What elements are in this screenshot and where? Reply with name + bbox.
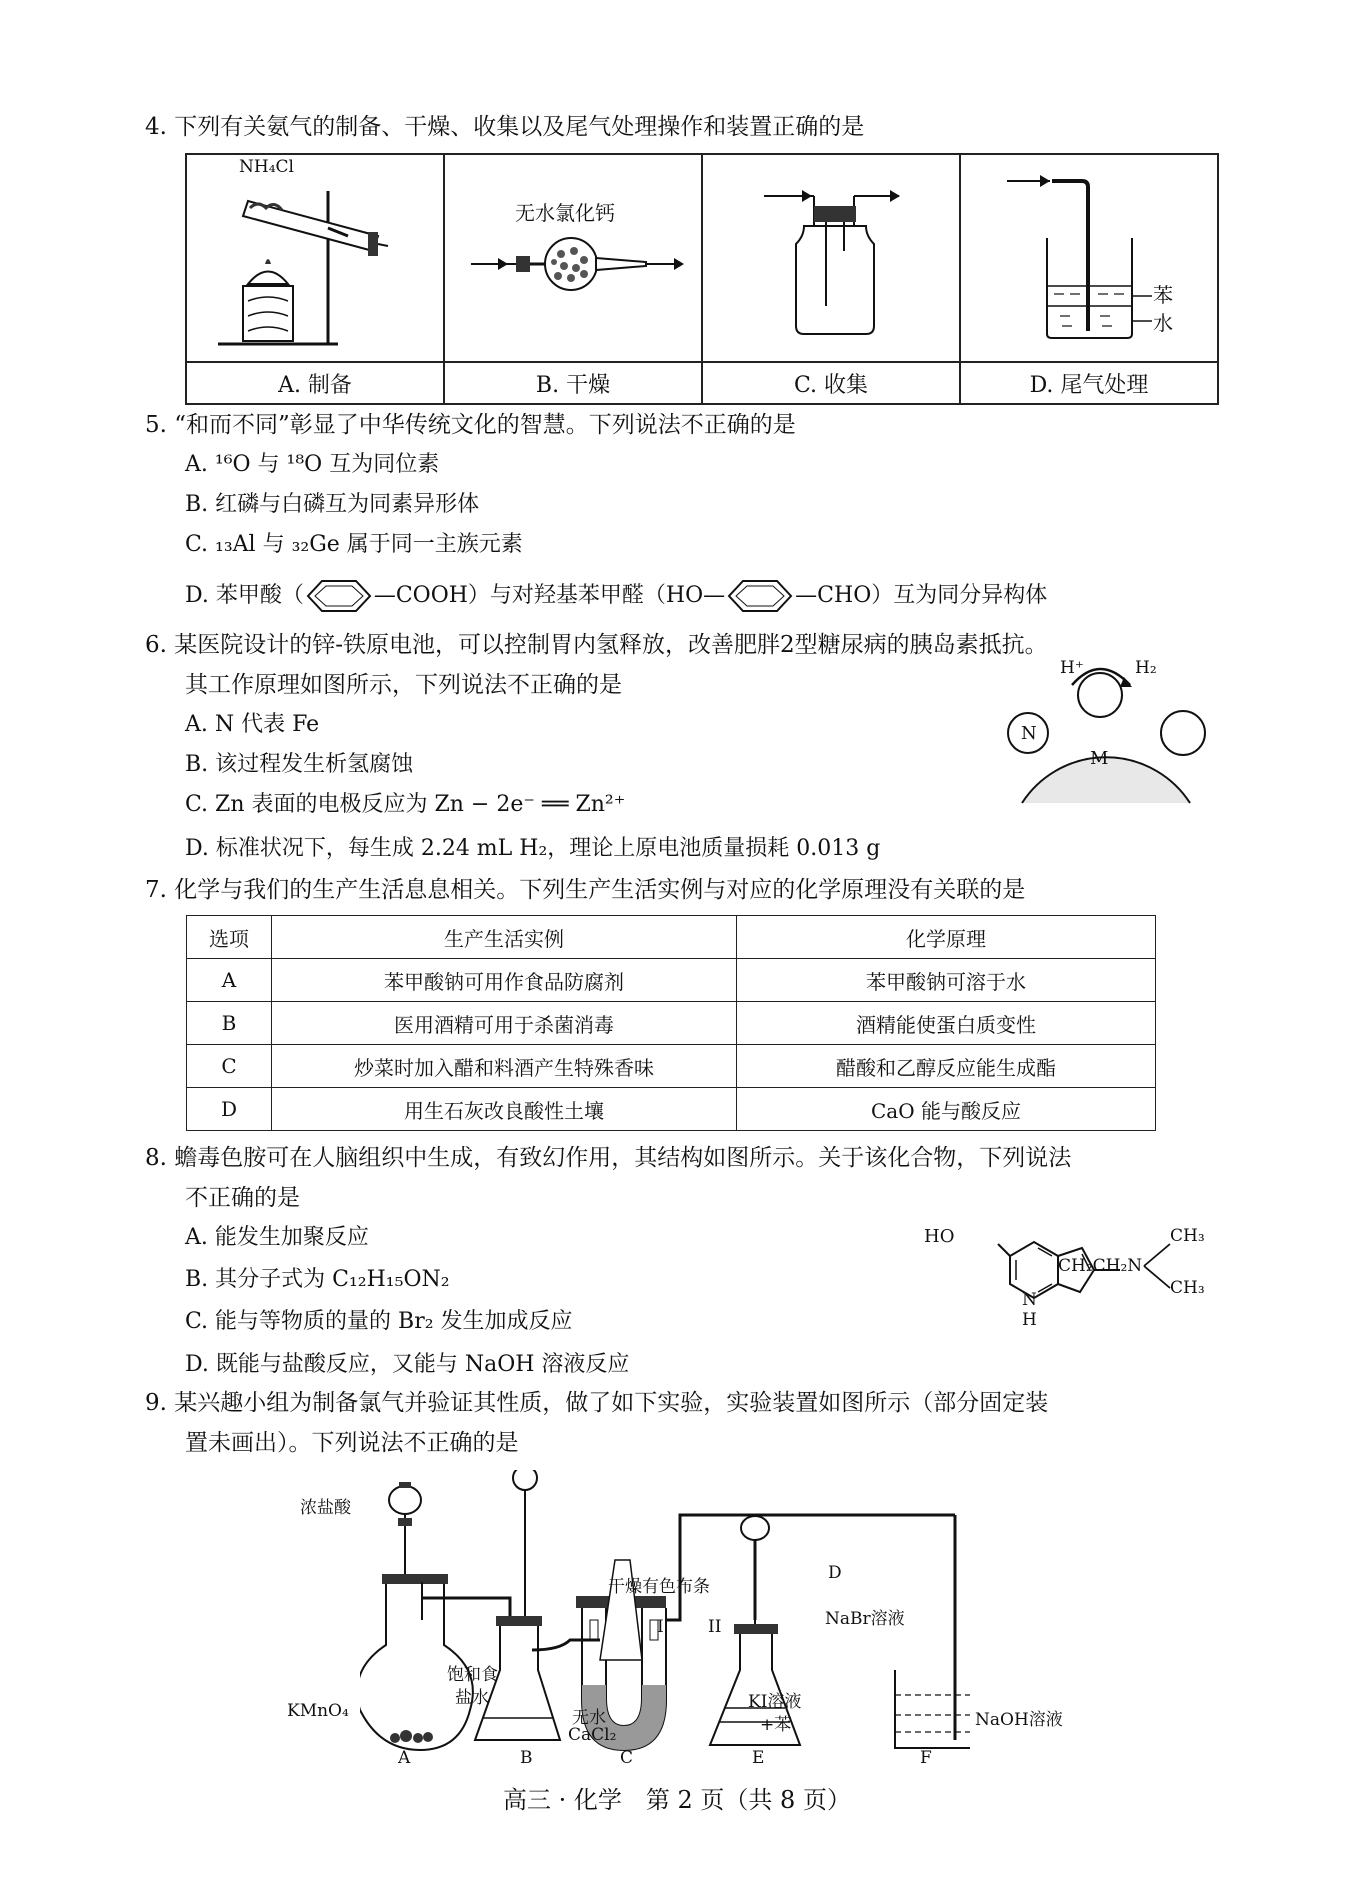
d-label: D <box>828 1563 842 1583</box>
q7-stem: 7. 化学与我们的生产生活息息相关。下列生产生活实例与对应的化学原理没有关联的是 <box>145 877 1026 903</box>
row-d-example: 用生石灰改良酸性土壤 <box>272 1088 737 1131</box>
cacl2-label-2: CaCl₂ <box>568 1725 617 1745</box>
q5-option-b: B. 红磷与白磷互为同素异形体 <box>185 492 480 517</box>
header-option: 选项 <box>187 916 272 959</box>
indole-h-label: H <box>1022 1310 1037 1330</box>
hplus-label: H⁺ <box>1060 658 1084 678</box>
q8-stem-line2: 不正确的是 <box>185 1185 300 1211</box>
brine-label-2: 盐水 <box>455 1688 489 1708</box>
benzene-ring-icon <box>304 578 374 614</box>
ch2ch2n-label: CH₂CH₂N <box>1058 1256 1143 1276</box>
q4-fig-a <box>186 154 444 362</box>
conc-hcl-label: 浓盐酸 <box>300 1498 351 1518</box>
table-row <box>187 1002 1156 1045</box>
q5-stem: 5. “和而不同”彰显了中华传统文化的智慧。下列说法不正确的是 <box>145 412 796 438</box>
q4-fig-b <box>444 154 702 362</box>
u-tube-c-label: C <box>620 1748 634 1768</box>
q8-option-c: C. 能与等物质的量的 Br₂ 发生加成反应 <box>185 1309 573 1334</box>
brine-label-1: 饱和食 <box>447 1665 498 1685</box>
kmno4-label: KMnO₄ <box>287 1701 349 1721</box>
ammonia-prep-apparatus <box>188 156 442 356</box>
row-b-example: 医用酒精可用于杀菌消毒 <box>272 1002 737 1045</box>
q5-option-d-part3: —CHO）互为同分异构体 <box>795 583 1048 608</box>
amine-bonds <box>1140 1236 1175 1296</box>
beaker-f-label: F <box>920 1748 932 1768</box>
gas-collection-bottle <box>704 156 958 356</box>
m-label: M <box>1090 748 1109 769</box>
drying-tube <box>446 156 700 356</box>
flask-e-label: E <box>752 1748 765 1768</box>
q4-caption-d: D. 尾气处理 <box>960 362 1218 404</box>
row-c-principle: 醋酸和乙醇反应能生成酯 <box>737 1045 1156 1088</box>
q4-fig-c <box>702 154 960 362</box>
q5-option-c: C. ₁₃Al 与 ₃₂Ge 属于同一主族元素 <box>185 532 523 557</box>
ki-label-2: +苯 <box>760 1715 792 1735</box>
row-c-example: 炒菜时加入醋和料酒产生特殊香味 <box>272 1045 737 1088</box>
benzene-ring-icon <box>725 578 795 614</box>
u-tube-i-label: I <box>657 1617 664 1637</box>
table-row <box>187 959 1156 1002</box>
row-b-option: B <box>187 1002 272 1045</box>
flask-b-label: B <box>520 1748 533 1768</box>
q6-option-d: D. 标准状况下，每生成 2.24 mL H₂，理论上原电池质量损耗 0.013 g <box>185 836 881 861</box>
bufotenine-structure <box>990 1228 1143 1328</box>
q4-caption-a: A. 制备 <box>186 362 444 404</box>
naoh-label: NaOH溶液 <box>975 1710 1063 1730</box>
q6-option-a: A. N 代表 Fe <box>185 712 320 737</box>
q4-apparatus-table <box>185 153 1219 405</box>
n-label: N <box>1021 723 1037 744</box>
tail-gas-beaker <box>962 156 1216 356</box>
dry-strip-label: 干燥有色布条 <box>608 1577 710 1597</box>
q6-option-b: B. 该过程发生析氢腐蚀 <box>185 752 414 777</box>
table-row <box>187 1045 1156 1088</box>
q5-option-a: A. ¹⁶O 与 ¹⁸O 互为同位素 <box>185 452 440 477</box>
ki-label-1: KI溶液 <box>748 1692 802 1712</box>
ch3-bottom-label: CH₃ <box>1170 1278 1205 1298</box>
cacl2-label-1: 无水 <box>572 1708 606 1728</box>
flask-a-label: A <box>398 1748 411 1768</box>
h2-label: H₂ <box>1135 658 1157 678</box>
row-b-principle: 酒精能使蛋白质变性 <box>737 1002 1156 1045</box>
row-d-principle: CaO 能与酸反应 <box>737 1088 1156 1131</box>
q5-option-d-part2: —COOH）与对羟基苯甲醛（HO— <box>373 583 726 608</box>
ch3-top-label: CH₃ <box>1170 1226 1205 1246</box>
q5-option-d <box>185 578 1047 614</box>
header-example: 生产生活实例 <box>272 916 737 959</box>
q6-option-c: C. Zn 表面的电极反应为 Zn − 2e⁻ ══ Zn²⁺ <box>185 792 626 817</box>
indole-n-label: N <box>1022 1290 1037 1310</box>
q8-option-a: A. 能发生加聚反应 <box>185 1225 369 1250</box>
q6-stem-line1: 6. 某医院设计的锌-铁原电池，可以控制胃内氢释放，改善肥胖2型糖尿病的胰岛素抵抗。 <box>145 632 1048 658</box>
page-footer: 高三 · 化学 第 2 页（共 8 页） <box>503 1786 851 1814</box>
q8-option-b: B. 其分子式为 C₁₂H₁₅ON₂ <box>185 1267 450 1292</box>
q4-caption-b: B. 干燥 <box>444 362 702 404</box>
q4-caption-c: C. 收集 <box>702 362 960 404</box>
q9-stem-line1: 9. 某兴趣小组为制备氯气并验证其性质，做了如下实验，实验装置如图所示（部分固定装 <box>145 1390 1049 1416</box>
ho-label: HO <box>924 1226 955 1247</box>
row-d-option: D <box>187 1088 272 1131</box>
row-c-option: C <box>187 1045 272 1088</box>
u-tube-ii-label: II <box>708 1617 722 1637</box>
table-header-row <box>187 916 1156 959</box>
q5-option-d-part1: D. 苯甲酸（ <box>185 583 304 608</box>
water-label: 水 <box>1153 311 1173 335</box>
q4-stem: 4. 下列有关氨气的制备、干燥、收集以及尾气处理操作和装置正确的是 <box>145 114 865 140</box>
cacl2-label: 无水氯化钙 <box>515 201 615 225</box>
q9-stem-line2: 置未画出）。下列说法不正确的是 <box>185 1430 519 1456</box>
q6-stem-line2: 其工作原理如图所示，下列说法不正确的是 <box>185 672 622 698</box>
row-a-option: A <box>187 959 272 1002</box>
table-row <box>187 1088 1156 1131</box>
header-principle: 化学原理 <box>737 916 1156 959</box>
row-a-principle: 苯甲酸钠可溶于水 <box>737 959 1156 1002</box>
q7-table <box>186 915 1156 1131</box>
nabr-label: NaBr溶液 <box>825 1609 905 1629</box>
benzene-label: 苯 <box>1153 283 1173 307</box>
row-a-example: 苯甲酸钠可用作食品防腐剂 <box>272 959 737 1002</box>
nh4cl-label: NH₄Cl <box>239 157 294 177</box>
q4-fig-d <box>960 154 1218 362</box>
q8-stem-line1: 8. 蟾毒色胺可在人脑组织中生成，有致幻作用，其结构如图所示。关于该化合物，下列说法 <box>145 1145 1072 1171</box>
q8-option-d: D. 既能与盐酸反应，又能与 NaOH 溶液反应 <box>185 1352 630 1377</box>
